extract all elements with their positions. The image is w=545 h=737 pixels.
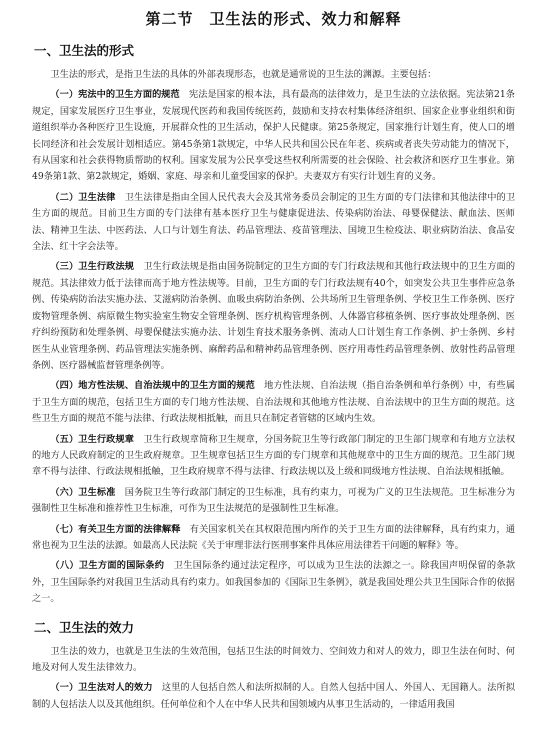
- paragraph-lead: （六）卫生标准: [50, 486, 116, 498]
- paragraph-lead: （二）卫生法律: [50, 191, 116, 203]
- section-heading-forms: 一、卫生法的形式: [34, 43, 135, 58]
- paragraph-text: 卫生国际条约通过法定程序，可以成为卫生法的法源之一。除我国声明保留的条款外，卫生国际条约对我国卫生活动具有约束力。如我国参加的《国际卫生条例》，就是我国处理公共卫生国际合作的依据之一。: [32, 560, 516, 605]
- paragraph-health-standards: [32, 485, 515, 518]
- section-intro-forms: 卫生法的形式，是指卫生法的具体的外部表现形态，也就是通常说的卫生法的渊源。主要包括：: [50, 69, 437, 80]
- chapter-title: 第二节 卫生法的形式、效力和解释: [145, 10, 402, 28]
- paragraph-text: 宪法是国家的根本法，具有最高的法律效力，是卫生法的立法依据。宪法第21条规定，国家发展医疗卫生事业，发展现代医药和我国传统医药，鼓励和支持农村集体经济组织、国家企业事业组织和街道组织举办各种医疗卫生设施，开展群众性的卫生活动，保护人民健康。第25条规定，国家推行计划生育，使人口的增长同经济和社会发展计划相适应。第45条第1款规定，中华人民共和国公民在年老、疾病或者丧失劳动能力的情况下，有从国家和社会获得物质帮助的权利。国家发展为公民享受这些权利所需要的社会保险、社会救济和医疗卫生事业。第49条第1款、第2款规定，婚姻、家庭、母亲和儿童受国家的保护。夫妻双方有实行计划生育的义务。: [32, 89, 515, 183]
- paragraph-local-regulations: [32, 378, 515, 427]
- paragraph-administrative-rules: [32, 432, 515, 481]
- paragraph-administrative-regulations: [32, 259, 515, 374]
- paragraph-lead: （一）卫生法对人的效力: [50, 682, 153, 694]
- paragraph-text: 卫生行政法规是指由国务院制定的卫生方面的专门行政法规和其他行政法规中的卫生方面的规范。其法律效力低于法律而高于地方性法规等。目前，卫生方面的专门行政法规有40个，如突发公共卫生事件应急条例、传染病防治法实施办法、艾滋病防治条例、血吸虫病防治条例、公共场所卫生管理条例、学校卫生工作条例、医疗废物管理条例、病原微生物实验室生物安全管理条例、医疗机构管理条例、人体器官移植条例、医疗事故处理条例、医疗纠纷预防和处理条例、母婴保健法实施办法、计划生育技术服务条例、流动人口计划生育工作条例、护士条例、乡村医生从业管理条例、药品管理法实施条例、麻醉药品和精神药品管理条例、医疗用毒性药品管理条例、放射性药品管理条例、医疗器械监督管理条例等。: [32, 261, 516, 371]
- paragraph-lead: （四）地方性法规、自治法规中的卫生方面的规范: [50, 380, 255, 392]
- paragraph-international-treaties: [32, 558, 515, 607]
- paragraph-text: 卫生行政规章简称卫生规章，分国务院卫生等行政部门制定的卫生部门规章和有地方立法权的地方人民政府制定的卫生政府规章。卫生规章包括卫生方面的专门规章和其他规章中的卫生方面的规范。卫生部门规章不得与法律、行政法规相抵触，卫生政府规章不得与法律、行政法规以及上级和同级地方性法规、自治法规相抵触。: [32, 433, 516, 478]
- paragraph-text: 这里的人包括自然人和法所拟制的人。自然人包括中国人、外国人、无国籍人。法所拟制的人包括法人以及其他组织。任何单位和个人在中华人民共和国领域内从事卫生活动的，一律适用我国: [32, 682, 516, 710]
- paragraph-constitution: [32, 87, 515, 185]
- paragraph-lead: （七）有关卫生方面的法律解释: [50, 523, 181, 535]
- paragraph-text: 地方性法规、自治法规（指自治条例和单行条例）中，有些属于卫生方面的规范，包括卫生方面的专门地方性法规、自治法规和其他地方性法规、自治法规中的卫生方面的规范。这些卫生方面的规范不能与法律、行政法规相抵触，而且只在制定者管辖的区域内生效。: [32, 380, 516, 425]
- paragraph-lead: （八）卫生方面的国际条约: [50, 560, 165, 572]
- paragraph-text: 卫生法律是指由全国人民代表大会及其常务委员会制定的卫生方面的专门法律和其他法律中的卫生方面的规范。目前卫生方面的专门法律有基本医疗卫生与健康促进法、传染病防治法、母婴保健法、献血法、医师法、精神卫生法、中医药法、人口与计划生育法、药品管理法、疫苗管理法、国境卫生检疫法、职业病防治法、食品安全法、红十字会法等。: [32, 191, 516, 253]
- paragraph-lead: （三）卫生行政法规: [50, 261, 135, 273]
- paragraph-effect-on-persons: [32, 680, 515, 713]
- paragraph-legal-interpretation: [32, 522, 515, 555]
- section-heading-effect: 二、卫生法的效力: [34, 619, 135, 635]
- section-intro-effect: 卫生法的效力，也就是卫生法的生效范围，包括卫生法的时间效力、空间效力和对人的效力，即卫生法在何时、何地及对何人发生法律效力。: [32, 645, 515, 673]
- paragraph-text: 国务院卫生等行政部门制定的卫生标准，具有约束力，可视为广义的卫生法规范。卫生标准分为强制性卫生标准和推荐性卫生标准，可作为卫生法规范的是强制性卫生标准。: [32, 486, 516, 515]
- paragraph-health-law: [32, 190, 515, 256]
- paragraph-text: 有关国家机关在其权限范围内所作的关于卫生方面的法律解释，具有约束力，通常也视为卫生法的法源。如最高人民法院《关于审理非法行医刑事案件具体应用法律若干问题的解释》等。: [32, 523, 516, 551]
- paragraph-lead: （五）卫生行政规章: [50, 433, 135, 445]
- paragraph-lead: （一）宪法中的卫生方面的规范: [50, 89, 180, 101]
